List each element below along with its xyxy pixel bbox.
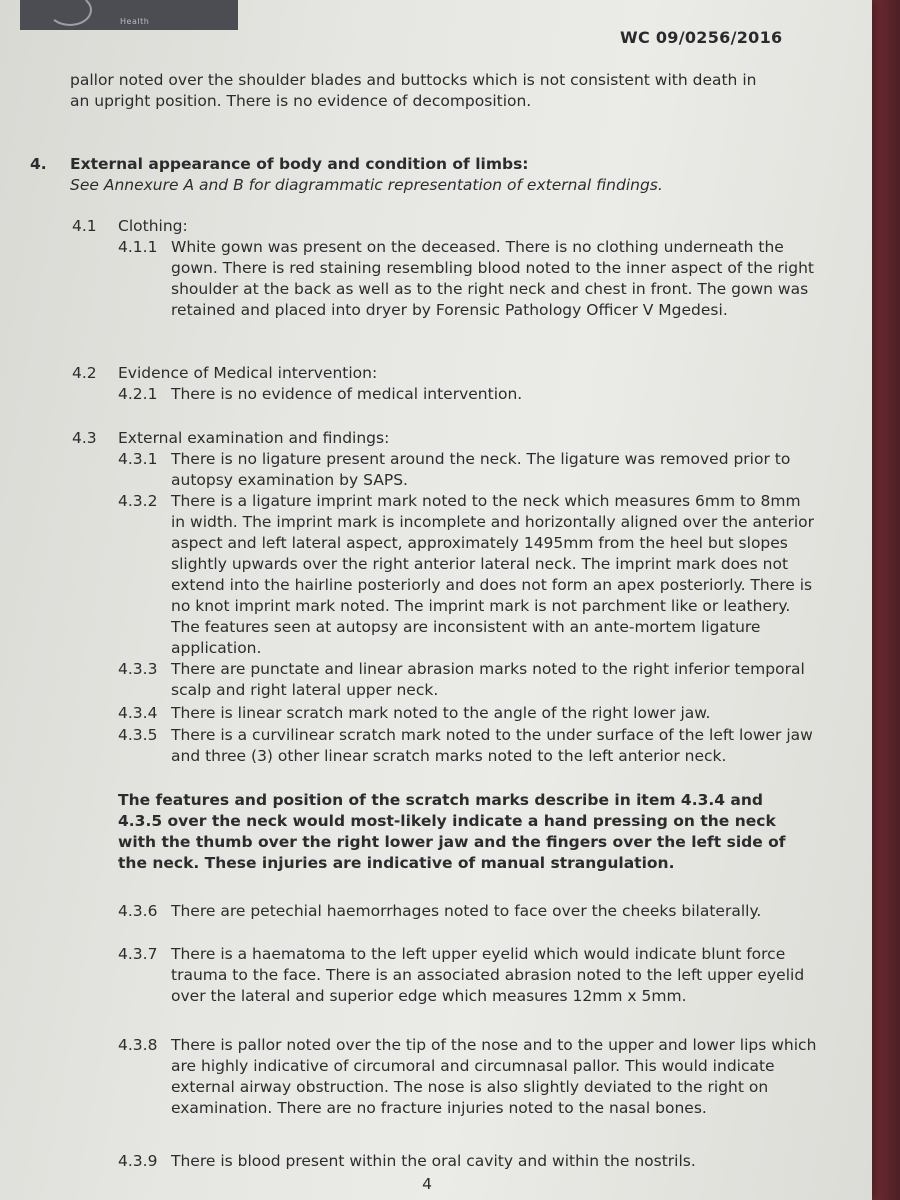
item-number: 4.3.2 [118, 492, 158, 510]
item-text: There is a haematoma to the left upper eyelid which would indicate blunt force trauma to the face. There is an associated abrasion noted to the left upper eyelid over the lateral and superior edge which measures 12mm x 5mm. [171, 945, 805, 1005]
case-reference: WC 09/0256/2016 [620, 28, 783, 47]
subsection-number: 4.3 [72, 429, 97, 447]
item-number: 4.3.5 [118, 726, 158, 744]
item-text: There are punctate and linear abrasion marks noted to the right inferior temporal scalp and right lateral upper neck. [171, 660, 805, 699]
page-number: 4 [422, 1175, 432, 1193]
item-text: There is no ligature present around the neck. The ligature was removed prior to autopsy examination by SAPS. [171, 450, 791, 489]
subsection-title: Evidence of Medical intervention: [118, 364, 378, 382]
item-number: 4.3.3 [118, 660, 158, 678]
list-item [118, 703, 818, 724]
item-text: There is no evidence of medical intervention. [171, 385, 523, 403]
section-subtitle: See Annexure A and B for diagrammatic representation of external findings. [70, 176, 663, 194]
subsection-title: External examination and findings: [118, 429, 390, 447]
item-text: There is a curvilinear scratch mark noted to the under surface of the left lower jaw and three (3) other linear scratch marks noted to the left anterior neck. [171, 726, 813, 765]
list-item [118, 237, 818, 321]
letterhead-strip [20, 0, 238, 30]
item-text: There is blood present within the oral cavity and within the nostrils. [171, 1152, 696, 1170]
list-item [118, 1151, 818, 1172]
intro-paragraph: pallor noted over the shoulder blades and buttocks which is not consistent with death in an upright position. There is no evidence of decomposition. [70, 71, 757, 110]
list-item [118, 1035, 818, 1119]
item-text: There is linear scratch mark noted to the angle of the right lower jaw. [171, 704, 711, 722]
item-number: 4.3.7 [118, 945, 158, 963]
conclusion-paragraph: The features and position of the scratch marks describe in item 4.3.4 and 4.3.5 over the neck would most-likely indicate a hand pressing on the neck with the thumb over the right lower jaw and the fingers over the left side of the neck. These injuries are indicative of manual strangulation. [118, 791, 786, 872]
item-number: 4.3.1 [118, 450, 158, 468]
item-number: 4.3.6 [118, 902, 158, 920]
list-item [118, 901, 818, 922]
subsection-title: Clothing: [118, 217, 188, 235]
subsection-number: 4.1 [72, 217, 97, 235]
item-number: 4.2.1 [118, 385, 158, 403]
list-item [118, 449, 818, 491]
subsection-number: 4.2 [72, 364, 97, 382]
letterhead-word: Health [120, 17, 150, 26]
item-text: There is a ligature imprint mark noted to the neck which measures 6mm to 8mm in width. The imprint mark is incomplete and horizontally aligned over the anterior aspect and left lateral aspect, approximately 1495mm from the heel but slopes slightly upwards over the right anterior lateral neck. The imprint mark does not extend into the hairline posteriorly and does not form an apex posteriorly. There is no knot imprint mark noted. The imprint mark is not parchment like or leathery. The features seen at autopsy are inconsistent with an ante-mortem ligature application. [171, 492, 814, 657]
item-number: 4.3.8 [118, 1036, 158, 1054]
section-title: External appearance of body and condition of limbs: [70, 155, 529, 173]
list-item [118, 944, 818, 1007]
list-item [118, 725, 818, 767]
list-item [118, 659, 818, 701]
item-number: 4.1.1 [118, 238, 158, 256]
list-item [118, 491, 818, 659]
item-number: 4.3.4 [118, 704, 158, 722]
section-number: 4. [30, 155, 47, 173]
item-number: 4.3.9 [118, 1152, 158, 1170]
item-text: There is pallor noted over the tip of the nose and to the upper and lower lips which are highly indicative of circumoral and circumnasal pallor. This would indicate external airway obstruction. The nose is also slightly deviated to the right on examination. There are no fracture injuries noted to the nasal bones. [171, 1036, 817, 1117]
logo-icon [48, 0, 92, 26]
item-text: There are petechial haemorrhages noted to face over the cheeks bilaterally. [171, 902, 762, 920]
item-text: White gown was present on the deceased. There is no clothing underneath the gown. There is red staining resembling blood noted to the inner aspect of the right shoulder at the back as well as to the right neck and chest in front. The gown was retained and placed into dryer by Forensic Pathology Officer V Mgedesi. [171, 238, 814, 319]
list-item [118, 384, 818, 405]
